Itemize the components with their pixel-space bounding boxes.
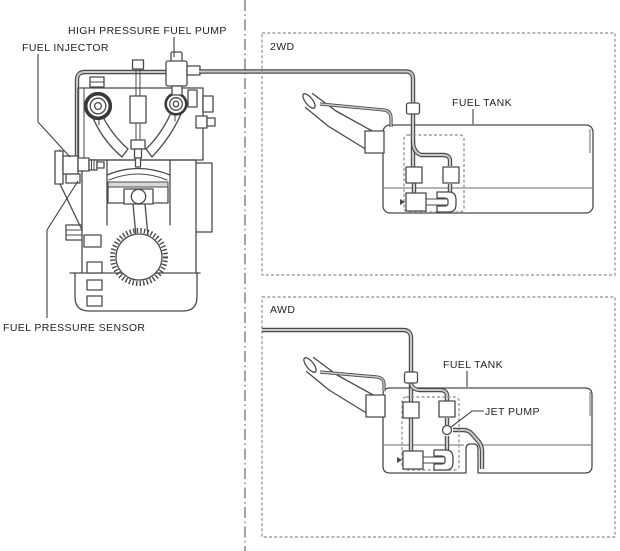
fuel-tank-awd-label: FUEL TANK bbox=[443, 359, 504, 371]
camshaft-right bbox=[166, 94, 187, 115]
fuel-injector-leader bbox=[38, 54, 70, 157]
vent-pipe-awd bbox=[320, 372, 384, 391]
fuel-pump-module-2wd bbox=[400, 135, 464, 212]
jet-pump-leader bbox=[451, 411, 484, 427]
fuel-pressure-sensor-label: FUEL PRESSURE SENSOR bbox=[3, 322, 146, 334]
head-bolt bbox=[196, 116, 207, 128]
spark-plug-assembly bbox=[130, 60, 146, 167]
jet-pump-fitting bbox=[443, 426, 452, 435]
pipe-fitting-2wd bbox=[407, 103, 420, 114]
panel-2wd-label: 2WD bbox=[270, 41, 295, 53]
fuel-pressure-sensor-leader bbox=[47, 181, 78, 318]
high-pressure-fuel-pump-label: HIGH PRESSURE FUEL PUMP bbox=[68, 25, 227, 37]
filler-neck-2wd bbox=[301, 92, 384, 153]
piston-assembly bbox=[107, 160, 170, 239]
engine-cross-section bbox=[55, 52, 215, 311]
filler-neck-awd bbox=[302, 356, 385, 417]
jet-pump-label: JET PUMP bbox=[485, 406, 540, 418]
panel-awd-label: AWD bbox=[270, 304, 296, 316]
crank-gear bbox=[113, 231, 166, 284]
panel-awd bbox=[262, 297, 615, 537]
fuel-pump-module-awd bbox=[397, 397, 459, 470]
camshaft-left bbox=[86, 77, 111, 118]
fuel-injector-label: FUEL INJECTOR bbox=[22, 42, 109, 54]
fuel-tank-2wd-label: FUEL TANK bbox=[452, 97, 513, 109]
pipe-fitting-awd bbox=[405, 372, 418, 383]
